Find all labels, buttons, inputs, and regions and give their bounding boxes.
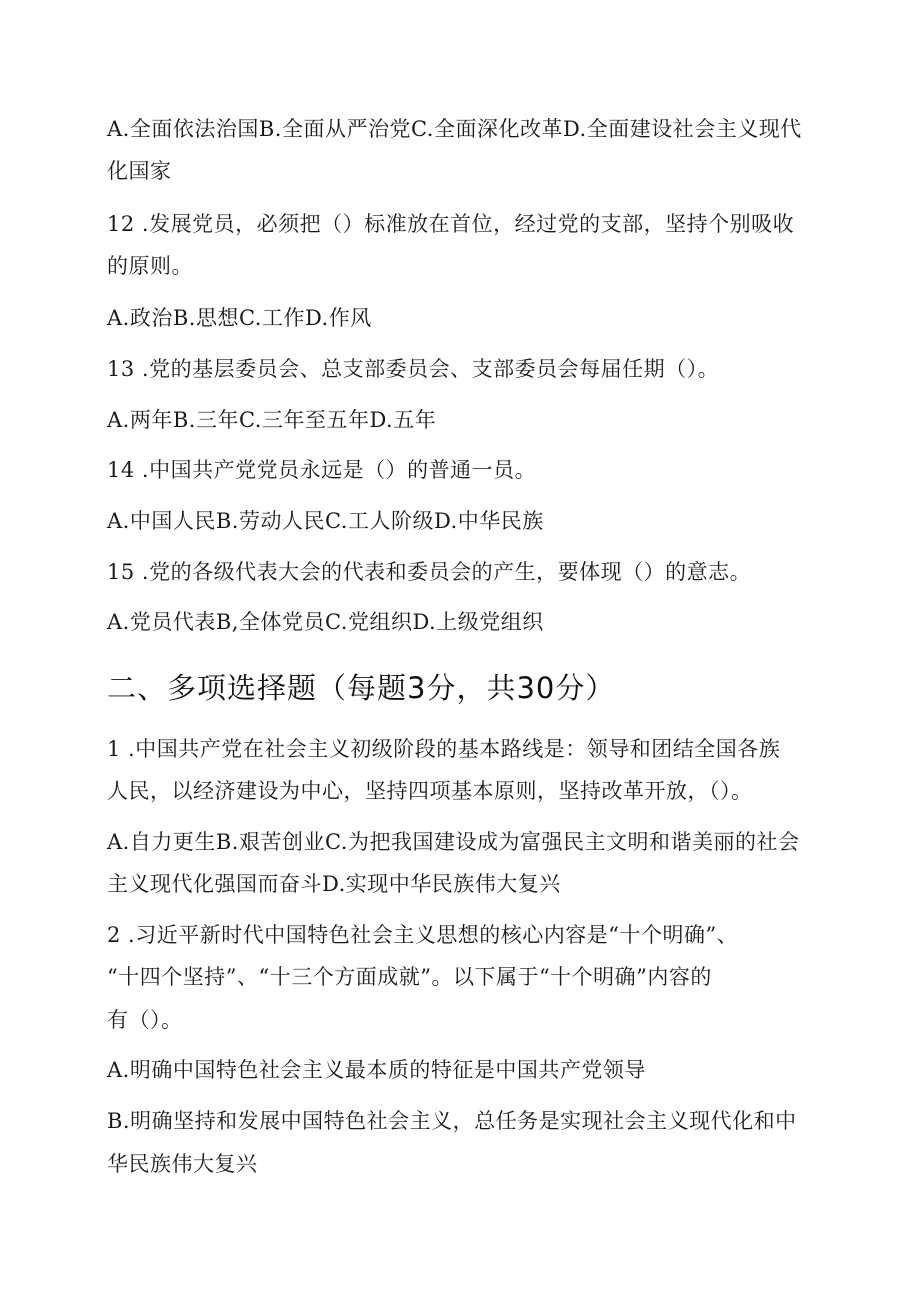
answer-options-q11: A.全面依法治国B.全面从严治党C.全面深化改革D.全面建设社会主义现代 [107,117,802,141]
mc-option-b-cont: 华民族伟大复兴 [107,1152,258,1176]
answer-options-q11-cont: 化国家 [107,159,172,183]
mc-question-2: 2 .习近平新时代中国特色社会主义思想的核心内容是“十个明确”、 [107,923,739,947]
mc-question-2-cont: “十四个坚持”、“十三个方面成就”。以下属于“十个明确”内容的 [107,965,712,989]
mc-question-1-cont: 人民，以经济建设为中心，坚持四项基本原则，坚持改革开放，（）。 [107,779,753,803]
question-13: 13 .党的基层委员会、总支部委员会、支部委员会每届任期（）。 [107,357,720,381]
question-12-cont: 的原则。 [107,254,193,278]
question-12: 12 .发展党员，必须把（）标准放在首位，经过党的支部，坚持个别吸收 [107,212,795,236]
mc-question-2-cont2: 有（）。 [107,1008,183,1032]
answer-options-q12: A.政治B.思想C.工作D.作风 [107,306,372,330]
mc-question-1: 1 .中国共产党在社会主义初级阶段的基本路线是：领导和团结全国各族 [107,737,781,761]
answer-options-q14: A.中国人民B.劳动人民C.工人阶级D.中华民族 [107,509,544,533]
mc-options-q1: A.自力更生B.艰苦创业C.为把我国建设成为富强民主文明和谐美丽的社会 [107,830,800,854]
answer-options-q15: A.党员代表B,全体党员C.党组织D.上级党组织 [107,610,544,634]
mc-option-a: A.明确中国特色社会主义最本质的特征是中国共产党领导 [107,1058,646,1082]
question-15: 15 .党的各级代表大会的代表和委员会的产生，要体现（）的意志。 [107,560,752,584]
answer-options-q13: A.两年B.三年C.三年至五年D.五年 [107,408,437,432]
mc-option-b: B.明确坚持和发展中国特色社会主义，总任务是实现社会主义现代化和中 [107,1109,797,1133]
section-heading: 二、多项选择题（每题3分，共30分） [107,671,616,705]
mc-options-q1-cont: 主义现代化强国而奋斗D.实现中华民族伟大复兴 [107,872,561,896]
question-14: 14 .中国共产党党员永远是（）的普通一员。 [107,458,537,482]
